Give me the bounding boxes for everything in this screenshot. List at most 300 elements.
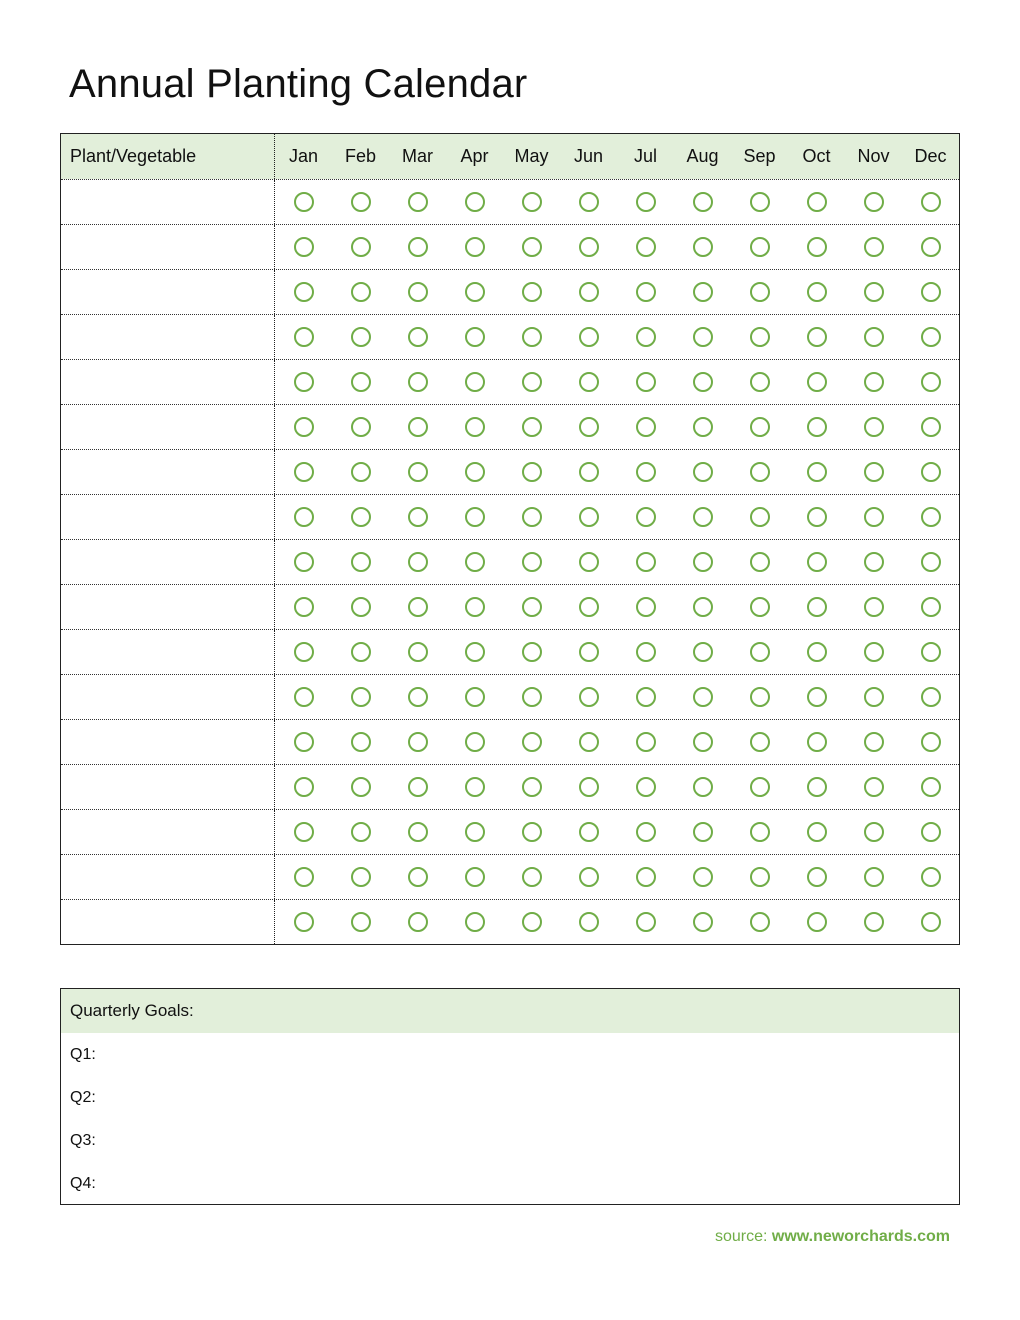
month-cell-nov (845, 225, 902, 269)
checkbox-circle-icon[interactable] (408, 867, 428, 887)
checkbox-circle-icon[interactable] (636, 732, 656, 752)
checkbox-circle-icon[interactable] (351, 642, 371, 662)
checkbox-circle-icon[interactable] (294, 912, 314, 932)
checkbox-circle-icon[interactable] (294, 417, 314, 437)
month-cell-nov (845, 810, 902, 854)
checkbox-circle-icon[interactable] (636, 552, 656, 572)
checkbox-circle-icon[interactable] (693, 777, 713, 797)
checkbox-circle-icon[interactable] (807, 912, 827, 932)
checkbox-circle-icon[interactable] (693, 327, 713, 347)
calendar-header-row (61, 134, 959, 179)
checkbox-circle-icon[interactable] (807, 552, 827, 572)
plant-name-cell[interactable] (61, 630, 275, 674)
month-cell-mar (389, 225, 446, 269)
checkbox-circle-icon[interactable] (351, 237, 371, 257)
month-cell-jul (617, 630, 674, 674)
plant-column-header: Plant/Vegetable (61, 134, 275, 179)
month-cell-jun (560, 630, 617, 674)
checkbox-circle-icon[interactable] (408, 732, 428, 752)
checkbox-circle-icon[interactable] (579, 327, 599, 347)
month-cell-feb (332, 315, 389, 359)
plant-name-cell[interactable] (61, 450, 275, 494)
month-cell-dec (902, 675, 959, 719)
checkbox-circle-icon[interactable] (408, 327, 428, 347)
checkbox-circle-icon[interactable] (522, 237, 542, 257)
checkbox-circle-icon[interactable] (750, 777, 770, 797)
checkbox-circle-icon[interactable] (636, 597, 656, 617)
checkbox-circle-icon[interactable] (864, 732, 884, 752)
checkbox-circle-icon[interactable] (807, 732, 827, 752)
month-cell-dec (902, 765, 959, 809)
checkbox-circle-icon[interactable] (465, 642, 485, 662)
checkbox-circle-icon[interactable] (636, 237, 656, 257)
plant-name-cell[interactable] (61, 675, 275, 719)
month-cell-feb (332, 810, 389, 854)
checkbox-circle-icon[interactable] (921, 372, 941, 392)
checkbox-circle-icon[interactable] (294, 462, 314, 482)
checkbox-circle-icon[interactable] (750, 867, 770, 887)
month-cell-jun (560, 270, 617, 314)
checkbox-circle-icon[interactable] (693, 237, 713, 257)
month-cell-aug (674, 720, 731, 764)
checkbox-circle-icon[interactable] (465, 282, 485, 302)
checkbox-circle-icon[interactable] (864, 552, 884, 572)
month-cell-jun (560, 585, 617, 629)
month-cell-oct (788, 225, 845, 269)
checkbox-circle-icon[interactable] (864, 237, 884, 257)
checkbox-circle-icon[interactable] (294, 192, 314, 212)
month-cell-jun (560, 810, 617, 854)
source-label: source: (714, 1228, 768, 1245)
checkbox-circle-icon[interactable] (921, 687, 941, 707)
checkbox-circle-icon[interactable] (750, 732, 770, 752)
checkbox-circle-icon[interactable] (864, 867, 884, 887)
checkbox-circle-icon[interactable] (636, 462, 656, 482)
checkbox-circle-icon[interactable] (294, 237, 314, 257)
checkbox-circle-icon[interactable] (465, 687, 485, 707)
checkbox-circle-icon[interactable] (351, 867, 371, 887)
checkbox-circle-icon[interactable] (864, 777, 884, 797)
checkbox-circle-icon[interactable] (636, 417, 656, 437)
checkbox-circle-icon[interactable] (807, 462, 827, 482)
month-cell-dec (902, 720, 959, 764)
checkbox-circle-icon[interactable] (807, 237, 827, 257)
month-cell-apr (446, 225, 503, 269)
checkbox-circle-icon[interactable] (522, 552, 542, 572)
checkbox-circle-icon[interactable] (408, 237, 428, 257)
checkbox-circle-icon[interactable] (750, 237, 770, 257)
checkbox-circle-icon[interactable] (807, 777, 827, 797)
month-cell-sep (731, 765, 788, 809)
checkbox-circle-icon[interactable] (294, 777, 314, 797)
month-cell-oct (788, 765, 845, 809)
month-cell-aug (674, 360, 731, 404)
checkbox-circle-icon[interactable] (807, 642, 827, 662)
checkbox-circle-icon[interactable] (921, 867, 941, 887)
checkbox-circle-icon[interactable] (522, 507, 542, 527)
calendar-row (61, 269, 959, 314)
month-cell-feb (332, 900, 389, 944)
checkbox-circle-icon[interactable] (294, 597, 314, 617)
checkbox-circle-icon[interactable] (465, 552, 485, 572)
goal-line-q3[interactable]: Q3: (70, 1131, 96, 1149)
checkbox-circle-icon[interactable] (864, 417, 884, 437)
checkbox-circle-icon[interactable] (693, 642, 713, 662)
month-cell-nov (845, 360, 902, 404)
month-cell-jan (275, 405, 332, 449)
checkbox-circle-icon[interactable] (750, 687, 770, 707)
month-cell-may (503, 855, 560, 899)
checkbox-circle-icon[interactable] (579, 822, 599, 842)
checkbox-circle-icon[interactable] (351, 597, 371, 617)
plant-name-cell[interactable] (61, 900, 275, 944)
month-cell-jun (560, 315, 617, 359)
plant-name-cell[interactable] (61, 495, 275, 539)
month-cell-mar (389, 675, 446, 719)
month-cell-dec (902, 450, 959, 494)
checkbox-circle-icon[interactable] (693, 372, 713, 392)
checkbox-circle-icon[interactable] (750, 822, 770, 842)
plant-name-cell[interactable] (61, 270, 275, 314)
checkbox-circle-icon[interactable] (636, 867, 656, 887)
checkbox-circle-icon[interactable] (465, 237, 485, 257)
month-cell-jul (617, 270, 674, 314)
checkbox-circle-icon[interactable] (351, 732, 371, 752)
month-cell-aug (674, 270, 731, 314)
plant-name-cell[interactable] (61, 225, 275, 269)
calendar-row (61, 764, 959, 809)
checkbox-circle-icon[interactable] (864, 282, 884, 302)
checkbox-circle-icon[interactable] (807, 372, 827, 392)
month-cell-oct (788, 405, 845, 449)
month-cell-may (503, 180, 560, 224)
plant-name-cell[interactable] (61, 540, 275, 584)
checkbox-circle-icon[interactable] (693, 912, 713, 932)
checkbox-circle-icon[interactable] (864, 327, 884, 347)
checkbox-circle-icon[interactable] (750, 372, 770, 392)
checkbox-circle-icon[interactable] (921, 822, 941, 842)
checkbox-circle-icon[interactable] (522, 867, 542, 887)
checkbox-circle-icon[interactable] (750, 327, 770, 347)
checkbox-circle-icon[interactable] (522, 912, 542, 932)
checkbox-circle-icon[interactable] (807, 192, 827, 212)
month-cell-oct (788, 675, 845, 719)
month-header-oct: Oct (802, 146, 831, 166)
checkbox-circle-icon[interactable] (750, 597, 770, 617)
month-cell-may (503, 540, 560, 584)
checkbox-circle-icon[interactable] (522, 642, 542, 662)
checkbox-circle-icon[interactable] (750, 642, 770, 662)
plant-name-cell[interactable] (61, 720, 275, 764)
checkbox-circle-icon[interactable] (750, 912, 770, 932)
checkbox-circle-icon[interactable] (636, 822, 656, 842)
checkbox-circle-icon[interactable] (465, 372, 485, 392)
checkbox-circle-icon[interactable] (408, 417, 428, 437)
checkbox-circle-icon[interactable] (351, 192, 371, 212)
checkbox-circle-icon[interactable] (921, 912, 941, 932)
checkbox-circle-icon[interactable] (579, 282, 599, 302)
calendar-row (61, 674, 959, 719)
checkbox-circle-icon[interactable] (294, 642, 314, 662)
checkbox-circle-icon[interactable] (921, 192, 941, 212)
checkbox-circle-icon[interactable] (351, 552, 371, 572)
checkbox-circle-icon[interactable] (693, 687, 713, 707)
checkbox-circle-icon[interactable] (465, 777, 485, 797)
checkbox-circle-icon[interactable] (408, 552, 428, 572)
checkbox-circle-icon[interactable] (579, 597, 599, 617)
checkbox-circle-icon[interactable] (864, 192, 884, 212)
month-cell-jan (275, 855, 332, 899)
checkbox-circle-icon[interactable] (636, 327, 656, 347)
month-cell-feb (332, 855, 389, 899)
checkbox-circle-icon[interactable] (294, 507, 314, 527)
quarterly-goals-list (61, 1033, 959, 1205)
checkbox-circle-icon[interactable] (522, 822, 542, 842)
checkbox-circle-icon[interactable] (579, 867, 599, 887)
month-cell-aug (674, 900, 731, 944)
checkbox-circle-icon[interactable] (408, 372, 428, 392)
checkbox-circle-icon[interactable] (693, 867, 713, 887)
checkbox-circle-icon[interactable] (465, 732, 485, 752)
plant-name-cell[interactable] (61, 315, 275, 359)
checkbox-circle-icon[interactable] (636, 687, 656, 707)
checkbox-circle-icon[interactable] (522, 732, 542, 752)
checkbox-circle-icon[interactable] (921, 552, 941, 572)
checkbox-circle-icon[interactable] (864, 597, 884, 617)
checkbox-circle-icon[interactable] (294, 372, 314, 392)
checkbox-circle-icon[interactable] (294, 732, 314, 752)
checkbox-circle-icon[interactable] (351, 462, 371, 482)
month-cell-nov (845, 855, 902, 899)
goal-line-q4[interactable]: Q4: (70, 1174, 96, 1192)
goal-line-q1[interactable]: Q1: (70, 1045, 96, 1063)
checkbox-circle-icon[interactable] (921, 237, 941, 257)
month-cell-sep (731, 180, 788, 224)
month-cell-may (503, 360, 560, 404)
checkbox-circle-icon[interactable] (921, 327, 941, 347)
month-headers (275, 134, 959, 179)
checkbox-circle-icon[interactable] (408, 912, 428, 932)
checkbox-circle-icon[interactable] (294, 552, 314, 572)
checkbox-circle-icon[interactable] (864, 372, 884, 392)
checkbox-circle-icon[interactable] (807, 867, 827, 887)
checkbox-circle-icon[interactable] (465, 912, 485, 932)
checkbox-circle-icon[interactable] (921, 417, 941, 437)
checkbox-circle-icon[interactable] (294, 687, 314, 707)
month-cell-jul (617, 720, 674, 764)
checkbox-circle-icon[interactable] (465, 417, 485, 437)
checkbox-circle-icon[interactable] (693, 597, 713, 617)
checkbox-circle-icon[interactable] (294, 867, 314, 887)
checkbox-circle-icon[interactable] (921, 642, 941, 662)
month-cell-nov (845, 270, 902, 314)
checkbox-circle-icon[interactable] (807, 507, 827, 527)
checkbox-circle-icon[interactable] (294, 282, 314, 302)
checkbox-circle-icon[interactable] (408, 687, 428, 707)
checkbox-circle-icon[interactable] (921, 462, 941, 482)
checkbox-circle-icon[interactable] (351, 417, 371, 437)
checkbox-circle-icon[interactable] (693, 192, 713, 212)
checkbox-circle-icon[interactable] (579, 372, 599, 392)
checkbox-circle-icon[interactable] (579, 732, 599, 752)
checkbox-circle-icon[interactable] (351, 777, 371, 797)
month-cell-sep (731, 900, 788, 944)
checkbox-circle-icon[interactable] (807, 282, 827, 302)
goal-line-q2[interactable]: Q2: (70, 1088, 96, 1106)
plant-name-cell[interactable] (61, 360, 275, 404)
month-cell-aug (674, 630, 731, 674)
checkbox-circle-icon[interactable] (921, 507, 941, 527)
checkbox-circle-icon[interactable] (522, 282, 542, 302)
month-cell-jun (560, 765, 617, 809)
checkbox-circle-icon[interactable] (351, 507, 371, 527)
month-cell-may (503, 495, 560, 539)
checkbox-circle-icon[interactable] (408, 282, 428, 302)
checkbox-circle-icon[interactable] (522, 462, 542, 482)
checkbox-circle-icon[interactable] (465, 867, 485, 887)
checkbox-circle-icon[interactable] (351, 912, 371, 932)
checkbox-circle-icon[interactable] (750, 282, 770, 302)
checkbox-circle-icon[interactable] (522, 327, 542, 347)
checkbox-circle-icon[interactable] (693, 462, 713, 482)
month-cell-mar (389, 360, 446, 404)
checkbox-circle-icon[interactable] (408, 777, 428, 797)
checkbox-circle-icon[interactable] (351, 372, 371, 392)
checkbox-circle-icon[interactable] (807, 687, 827, 707)
month-cell-oct (788, 540, 845, 584)
checkbox-circle-icon[interactable] (921, 282, 941, 302)
checkbox-circle-icon[interactable] (351, 822, 371, 842)
checkbox-circle-icon[interactable] (351, 282, 371, 302)
checkbox-circle-icon[interactable] (579, 462, 599, 482)
checkbox-circle-icon[interactable] (693, 732, 713, 752)
month-cell-feb (332, 225, 389, 269)
checkbox-circle-icon[interactable] (864, 822, 884, 842)
checkbox-circle-icon[interactable] (693, 282, 713, 302)
checkbox-circle-icon[interactable] (522, 192, 542, 212)
checkbox-circle-icon[interactable] (693, 507, 713, 527)
checkbox-circle-icon[interactable] (864, 462, 884, 482)
checkbox-circle-icon[interactable] (693, 417, 713, 437)
checkbox-circle-icon[interactable] (921, 777, 941, 797)
checkbox-circle-icon[interactable] (408, 462, 428, 482)
checkbox-circle-icon[interactable] (522, 372, 542, 392)
checkbox-circle-icon[interactable] (465, 507, 485, 527)
checkbox-circle-icon[interactable] (750, 192, 770, 212)
checkbox-circle-icon[interactable] (636, 642, 656, 662)
checkbox-circle-icon[interactable] (864, 912, 884, 932)
checkbox-circle-icon[interactable] (864, 687, 884, 707)
checkbox-circle-icon[interactable] (465, 327, 485, 347)
month-cell-oct (788, 180, 845, 224)
month-cell-jul (617, 225, 674, 269)
checkbox-circle-icon[interactable] (921, 732, 941, 752)
calendar-row (61, 314, 959, 359)
checkbox-circle-icon[interactable] (921, 597, 941, 617)
page-title: Annual Planting Calendar (69, 62, 528, 106)
month-cell-aug (674, 855, 731, 899)
checkbox-circle-icon[interactable] (579, 507, 599, 527)
checkbox-circle-icon[interactable] (351, 327, 371, 347)
month-cell-jan (275, 720, 332, 764)
month-cell-mar (389, 900, 446, 944)
month-cell-apr (446, 765, 503, 809)
checkbox-circle-icon[interactable] (693, 822, 713, 842)
month-cell-feb (332, 585, 389, 629)
checkbox-circle-icon[interactable] (807, 597, 827, 617)
checkbox-circle-icon[interactable] (693, 552, 713, 572)
checkbox-circle-icon[interactable] (750, 417, 770, 437)
month-cell-dec (902, 270, 959, 314)
plant-name-cell[interactable] (61, 405, 275, 449)
month-cell-oct (788, 270, 845, 314)
checkbox-circle-icon[interactable] (636, 192, 656, 212)
month-cell-apr (446, 180, 503, 224)
month-cell-oct (788, 450, 845, 494)
checkbox-circle-icon[interactable] (579, 687, 599, 707)
checkbox-circle-icon[interactable] (408, 507, 428, 527)
checkbox-circle-icon[interactable] (807, 327, 827, 347)
plant-name-cell[interactable] (61, 765, 275, 809)
source-link[interactable]: www.neworchards.com (771, 1228, 950, 1245)
checkbox-circle-icon[interactable] (465, 192, 485, 212)
checkbox-circle-icon[interactable] (408, 642, 428, 662)
month-cell-feb (332, 765, 389, 809)
checkbox-circle-icon[interactable] (408, 192, 428, 212)
plant-name-cell[interactable] (61, 180, 275, 224)
checkbox-circle-icon[interactable] (351, 687, 371, 707)
checkbox-circle-icon[interactable] (807, 417, 827, 437)
plant-name-cell[interactable] (61, 585, 275, 629)
checkbox-circle-icon[interactable] (750, 552, 770, 572)
checkbox-circle-icon[interactable] (579, 642, 599, 662)
checkbox-circle-icon[interactable] (522, 777, 542, 797)
checkbox-circle-icon[interactable] (579, 237, 599, 257)
checkbox-circle-icon[interactable] (750, 462, 770, 482)
checkbox-circle-icon[interactable] (294, 822, 314, 842)
month-cell-apr (446, 405, 503, 449)
checkbox-circle-icon[interactable] (408, 822, 428, 842)
checkbox-circle-icon[interactable] (408, 597, 428, 617)
checkbox-circle-icon[interactable] (579, 912, 599, 932)
checkbox-circle-icon[interactable] (807, 822, 827, 842)
checkbox-circle-icon[interactable] (294, 327, 314, 347)
checkbox-circle-icon[interactable] (579, 552, 599, 572)
checkbox-circle-icon[interactable] (636, 372, 656, 392)
checkbox-circle-icon[interactable] (636, 507, 656, 527)
checkbox-circle-icon[interactable] (579, 777, 599, 797)
plant-name-cell[interactable] (61, 855, 275, 899)
month-cell-oct (788, 720, 845, 764)
month-cell-nov (845, 315, 902, 359)
checkbox-circle-icon[interactable] (636, 777, 656, 797)
checkbox-circle-icon[interactable] (522, 417, 542, 437)
checkbox-circle-icon[interactable] (465, 597, 485, 617)
checkbox-circle-icon[interactable] (750, 507, 770, 527)
checkbox-circle-icon[interactable] (636, 912, 656, 932)
checkbox-circle-icon[interactable] (522, 597, 542, 617)
checkbox-circle-icon[interactable] (864, 507, 884, 527)
plant-name-cell[interactable] (61, 810, 275, 854)
checkbox-circle-icon[interactable] (636, 282, 656, 302)
checkbox-circle-icon[interactable] (465, 462, 485, 482)
checkbox-circle-icon[interactable] (864, 642, 884, 662)
checkbox-circle-icon[interactable] (579, 192, 599, 212)
checkbox-circle-icon[interactable] (522, 687, 542, 707)
month-header-jun: Jun (573, 146, 604, 166)
checkbox-circle-icon[interactable] (579, 417, 599, 437)
checkbox-circle-icon[interactable] (465, 822, 485, 842)
